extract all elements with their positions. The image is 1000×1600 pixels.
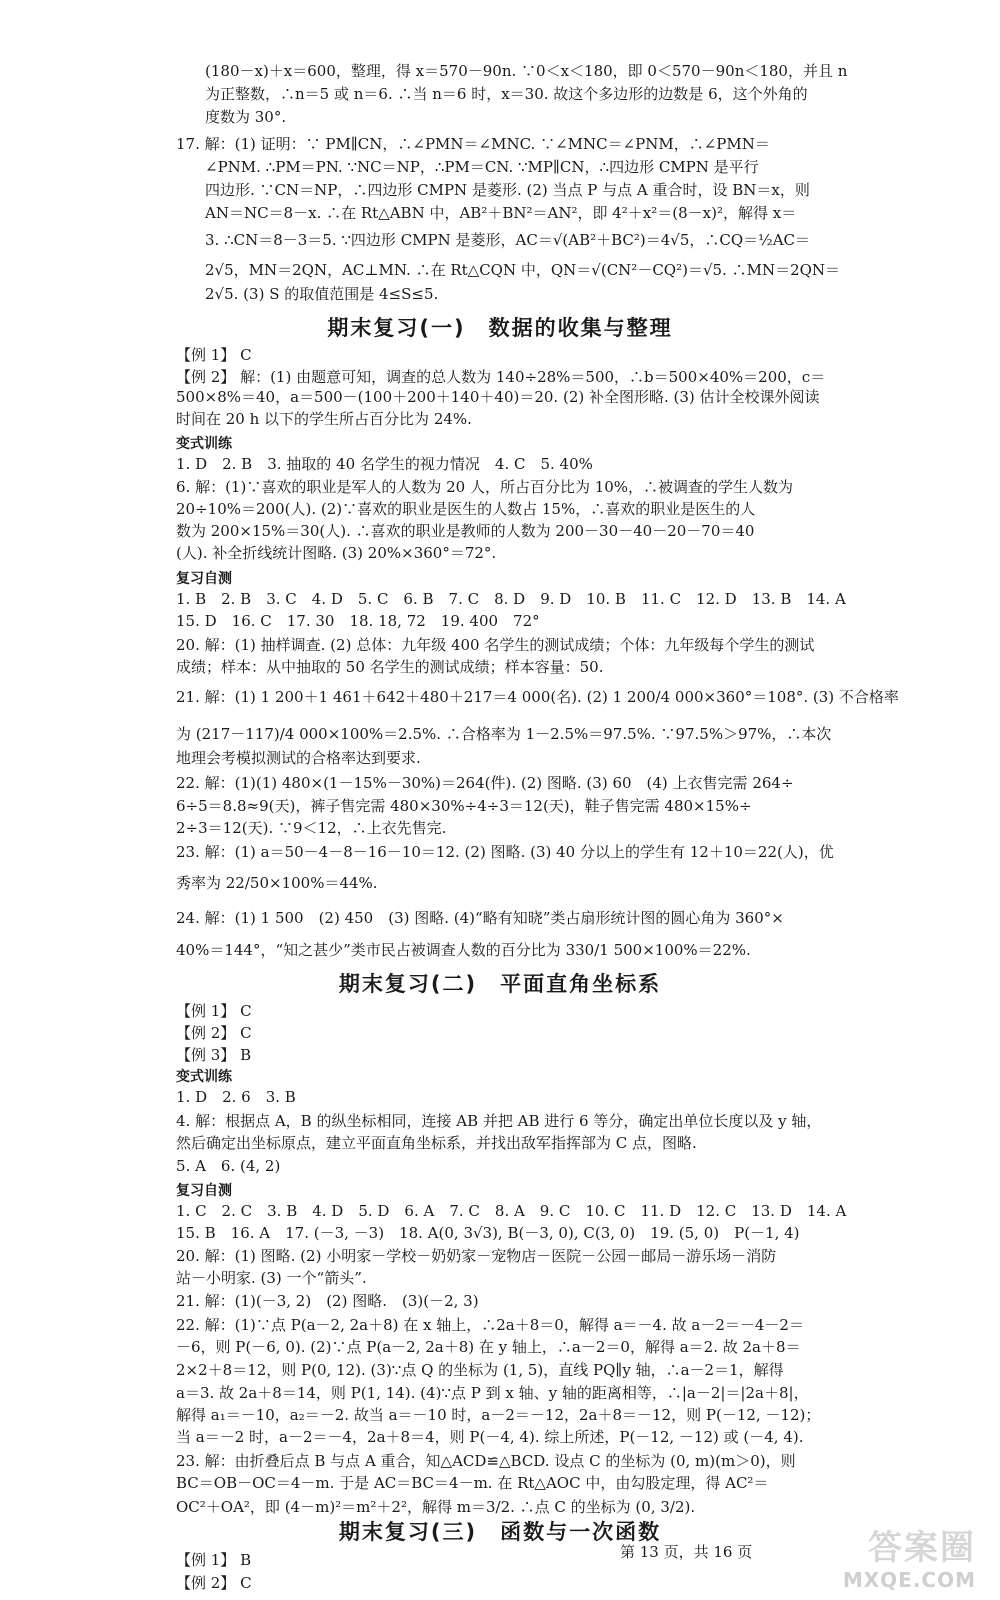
text-line: 1. D 2. 6 3. B [176,1088,296,1106]
answer-row: 15. B 16. A 17. (－3, －3) 18. A(0, 3√3), B(－3, 0), C(3, 0) 19. (5, 0) P(－1, 4) [176,1224,800,1242]
text-line: 为 (217－117)/4 000×100%＝2.5%. ∴合格率为 1－2.5%＝97.5%. ∵97.5%＞97%，∴本次 [176,725,832,743]
example-answer: 【例 1】 C [176,346,252,364]
text-line: 2√5，MN＝2QN，AC⊥MN. ∴在 Rt△CQN 中，QN＝√(CN²－CQ²)＝√5. ∴MN＝2QN＝ [205,261,841,279]
text-line: (人). 补全折线统计图略. (3) 20%×360°＝72°. [176,544,497,562]
text-line: 然后确定出坐标原点，建立平面直角坐标系，并找出敌军指挥部为 C 点，图略. [176,1134,697,1152]
text-line: 解得 a₁＝－10，a₂＝－2. 故当 a＝－10 时，a－2＝－12，2a＋8＝－12，则 P(－12, －12)； [176,1406,821,1424]
example-answer: 【例 3】 B [176,1046,252,1064]
text-line: 24. 解：(1) 1 500 (2) 450 (3) 图略. (4)“略有知晓”类占扇形统计图的圆心角为 360°× [176,909,784,927]
text-line: 四边形. ∵CN＝NP，∴四边形 CMPN 是菱形. (2) 当点 P 与点 A 重合时，设 BN＝x，则 [205,181,810,199]
text-line: 3. ∴CN＝8－3＝5. ∵四边形 CMPN 是菱形，AC＝√(AB²＋BC²)＝4√5，∴CQ＝½AC＝ [205,231,811,249]
text-line: 20. 解：(1) 抽样调查. (2) 总体：九年级 400 名学生的测试成绩；个体：九年级每个学生的测试 [176,636,815,654]
text-line: AN＝NC＝8－x. ∴在 Rt△ABN 中，AB²＋BN²＝AN²，即 4²＋x²＝(8－x)²，解得 x＝ [205,204,797,222]
text-line: 20. 解：(1) 图略. (2) 小明家－学校－奶奶家－宠物店－医院－公园－邮局－游乐场－消防 [176,1247,777,1265]
example-answer: 【例 1】 C [176,1002,252,1020]
text-line: 1. D 2. B 3. 抽取的 40 名学生的视力情况 4. C 5. 40% [176,455,593,473]
text-line: 地理会考模拟测试的合格率达到要求. [176,749,421,767]
text-line: ∠PNM. ∴PM＝PN. ∵NC＝NP，∴PM＝CN. ∵MP∥CN，∴四边形 CMPN 是平行 [205,158,759,176]
text-line: 21. 解：(1) 1 200＋1 461＋642＋480＋217＝4 000(名). (2) 1 200/4 000×360°＝108°. (3) 不合格率 [176,688,899,706]
text-line: 23. 解：(1) a＝50－4－8－16－10＝12. (2) 图略. (3) 40 分以上的学生有 12＋10＝22(人)，优 [176,843,834,861]
text-line: 2×2＋8＝12，则 P(0, 12). (3)∵点 Q 的坐标为 (1, 5)，直线 PQ∥y 轴，∴a－2＝1，解得 [176,1361,784,1379]
text-line: 20÷10%＝200(人). (2)∵喜欢的职业是医生的人数占 15%，∴喜欢的职业是医生的人 [176,500,756,518]
text-line: 站－小明家. (3) 一个“箭头”. [176,1269,367,1287]
text-line: 当 a＝－2 时，a－2＝－4，2a＋8＝4，则 P(－4, 4). 综上所述，P(－12, －12) 或 (－4, 4). [176,1428,804,1446]
text-line: 度数为 30°. [205,108,287,126]
text-line: 21. 解：(1)(－3, 2) (2) 图略. (3)(－2, 3) [176,1292,479,1310]
text-line: OC²＋OA²，即 (4－m)²＝m²＋2²，解得 m＝3/2. ∴点 C 的坐标为 (0, 3/2). [176,1498,696,1516]
section-heading: 期末复习(一) 数据的收集与整理 [327,316,673,340]
text-line: 为正整数，∴n＝5 或 n＝6. ∴当 n＝6 时，x＝30. 故这个多边形的边数是 6，这个外角的 [205,85,808,103]
text-line: 2÷3＝12(天). ∵9＜12，∴上衣先售完. [176,819,447,837]
answer-row: 1. B 2. B 3. C 4. D 5. C 6. B 7. C 8. D 9. D 10. B 11. C 12. D 13. B 14. A [176,590,846,608]
text-line: 4. 解：根据点 A，B 的纵坐标相同，连接 AB 并把 AB 进行 6 等分，确定出单位长度以及 y 轴， [176,1112,822,1130]
section-heading: 期末复习(三) 函数与一次函数 [338,1520,662,1544]
example-answer: 【例 2】 C [176,1574,252,1592]
subsection-label: 复习自测 [176,1183,232,1199]
answer-row: 1. C 2. C 3. B 4. D 5. D 6. A 7. C 8. A 9. C 10. C 11. D 12. C 13. D 14. A [176,1202,847,1220]
watermark-logo [800,1520,982,1596]
text-line: 5. A 6. (4, 2) [176,1157,281,1175]
text-line: (180－x)＋x＝600，整理，得 x＝570－90n. ∵0＜x＜180，即 0＜570－90n＜180，并且 n [205,62,848,80]
text-line: 6. 解：(1)∵喜欢的职业是军人的人数为 20 人，所占百分比为 10%，∴被调查的学生人数为 [176,478,794,496]
text-line: BC＝OB－OC＝4－m. 于是 AC＝BC＝4－m. 在 Rt△AOC 中，由勾股定理，得 AC²＝ [176,1474,769,1492]
watermark-text: 答案圈 [868,1528,976,1568]
subsection-label: 变式训练 [176,436,232,452]
subsection-label: 变式训练 [176,1069,232,1085]
example-answer: 【例 2】 解：(1) 由题意可知，调查的总人数为 140÷28%＝500，∴b＝500×40%＝200，c＝ [176,368,826,386]
text-line: －6，则 P(－6, 0). (2)∵点 P(a－2, 2a＋8) 在 y 轴上，∴a－2＝0，解得 a＝2. 故 2a＋8＝ [176,1338,801,1356]
answer-row: 15. D 16. C 17. 30 18. 18, 72 19. 400 72° [176,612,540,630]
text-line: 17. 解：(1) 证明：∵ PM∥CN，∴∠PMN＝∠MNC. ∵∠MNC＝∠PNM，∴∠PMN＝ [176,135,770,153]
text-line: 500×8%＝40，a＝500－(100＋200＋140＋40)＝20. (2) 补全图形略. (3) 估计全校课外阅读 [176,388,820,406]
example-answer: 【例 1】 B [176,1551,252,1569]
example-answer: 【例 2】 C [176,1024,252,1042]
text-line: 时间在 20 h 以下的学生所占百分比为 24%. [176,410,472,428]
watermark-url: MXQE.COM [842,1568,976,1592]
text-line: 2√5. (3) S 的取值范围是 4≤S≤5. [205,285,439,303]
text-line: 成绩；样本：从中抽取的 50 名学生的测试成绩；样本容量：50. [176,658,604,676]
text-line: 22. 解：(1)∵点 P(a－2, 2a＋8) 在 x 轴上，∴2a＋8＝0，解得 a＝－4. 故 a－2＝－4－2＝ [176,1316,804,1334]
text-line: 23. 解：由折叠后点 B 与点 A 重合，知△ACD≌△BCD. 设点 C 的坐标为 (0, m)(m＞0)，则 [176,1452,796,1470]
text-line: a＝3. 故 2a＋8＝14，则 P(1, 14). (4)∵点 P 到 x 轴、y 轴的距离相等，∴|a－2|＝|2a＋8|， [176,1384,809,1402]
text-line: 数为 200×15%＝30(人). ∴喜欢的职业是教师的人数为 200－30－40－20－70＝40 [176,522,755,540]
text-line: 6÷5＝8.8≈9(天)，裤子售完需 480×30%÷4÷3＝12(天)，鞋子售完需 480×15%÷ [176,797,752,815]
text-line: 40%＝144°，“知之甚少”类市民占被调查人数的百分比为 330/1 500×100%＝22%. [176,941,751,959]
section-heading: 期末复习(二) 平面直角坐标系 [338,972,662,996]
text-line: 秀率为 22/50×100%＝44%. [176,874,378,892]
text-line: 22. 解：(1)(1) 480×(1－15%－30%)＝264(件). (2) 图略. (3) 60 (4) 上衣售完需 264÷ [176,774,794,792]
subsection-label: 复习自测 [176,571,232,587]
page-number: 第 13 页，共 16 页 [620,1543,753,1561]
